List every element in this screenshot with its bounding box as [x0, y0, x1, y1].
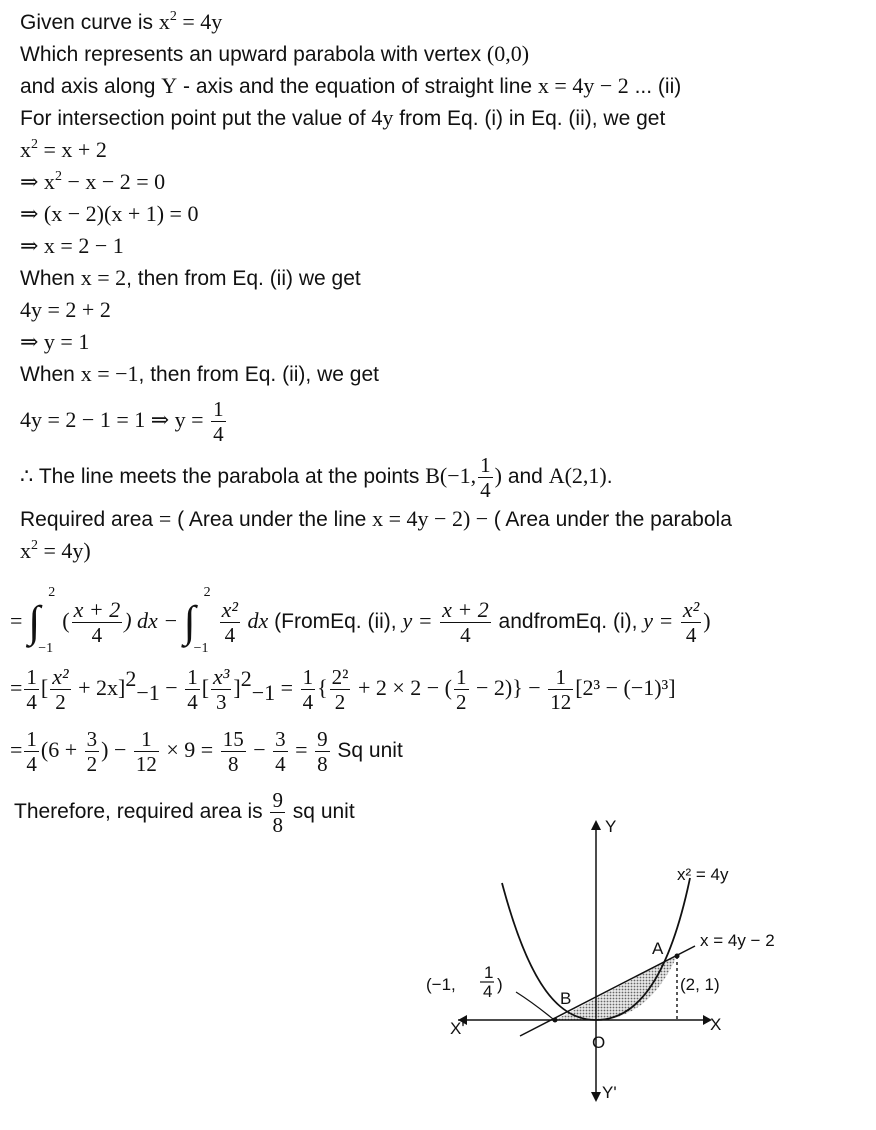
math: ) — [494, 463, 502, 488]
label-b-den: 4 — [483, 982, 493, 1001]
text: When — [20, 267, 81, 290]
math-point-b: B(−1, — [425, 463, 477, 488]
text: sq unit — [286, 800, 355, 823]
point-b-arrow — [516, 992, 553, 1019]
fraction — [220, 598, 240, 647]
math: ⇒ y = 1 — [20, 329, 90, 354]
math: ) dx − — [124, 608, 184, 633]
text: , then from Eq. (ii), we get — [138, 363, 379, 386]
denominator: 4 — [685, 622, 697, 647]
text: Given curve is — [20, 11, 159, 34]
label-b-close: ) — [497, 975, 503, 994]
text: ∴ The line meets the parabola at the points — [20, 465, 426, 488]
text: (FromEq. (ii), — [268, 610, 403, 633]
text: from Eq. (i) in Eq. (ii), we get — [393, 107, 666, 130]
label-b-num: 1 — [484, 963, 494, 982]
numerator: 3 — [86, 726, 98, 751]
line-conclusion — [14, 784, 355, 840]
math-vertex: (0,0) — [486, 41, 530, 66]
math — [20, 137, 107, 162]
text: and axis along — [20, 75, 162, 98]
fraction — [454, 665, 469, 714]
math-point-a: A(2,1) — [548, 463, 607, 488]
math: − 2)} − — [470, 675, 547, 700]
exponent: 2 — [125, 666, 137, 691]
numerator: 1 — [134, 727, 159, 752]
text: ... (ii) — [628, 75, 682, 98]
upper-limit: 2 — [48, 585, 56, 601]
math: x = 2 — [80, 265, 127, 290]
denominator: 8 — [227, 751, 239, 776]
line-eq-x2 — [20, 136, 107, 165]
denominator: 4 — [224, 622, 236, 647]
denominator: 2 — [456, 689, 467, 714]
fraction — [330, 665, 351, 714]
fraction — [211, 665, 231, 714]
math: ⇒ (x − 2)(x + 1) = 0 — [20, 201, 199, 226]
denominator: 4 — [302, 689, 314, 714]
denominator: 4 — [91, 622, 103, 647]
math — [20, 169, 165, 194]
label-y: Y — [605, 817, 617, 836]
numerator: 1 — [480, 452, 491, 477]
math: x = 4y − 2) — [372, 506, 471, 531]
lower-limit: −1 — [38, 641, 54, 657]
line-when-x-neg1 — [20, 360, 379, 389]
math: ] — [233, 675, 241, 700]
line-when-x2 — [20, 264, 361, 293]
fraction — [72, 598, 123, 647]
math: dx — [242, 608, 269, 633]
fraction — [478, 453, 493, 502]
label-x: X — [710, 1015, 722, 1034]
math: y = — [643, 608, 679, 633]
denominator: 2 — [86, 751, 98, 776]
text: , then from Eq. (ii) we get — [126, 267, 361, 290]
denominator: 4 — [480, 477, 491, 502]
math: [ — [40, 675, 49, 700]
denominator: 4 — [460, 622, 471, 647]
fraction — [185, 665, 200, 714]
line-4y-sum — [20, 296, 111, 325]
fraction — [211, 397, 226, 446]
line-roots — [20, 232, 124, 261]
denominator: 8 — [317, 751, 328, 776]
text: When — [20, 363, 81, 386]
fraction — [440, 598, 491, 647]
numerator: 1 — [456, 664, 467, 689]
math: 4y = 2 − 1 = 1 ⇒ y = — [20, 407, 210, 432]
numerator: x² — [682, 596, 700, 622]
math-rhs: = x + 2 — [38, 137, 107, 162]
fraction — [315, 727, 330, 776]
y-axis-arrow-down — [591, 1092, 601, 1102]
math: x = −1 — [80, 361, 139, 386]
exponent: 2 — [169, 9, 177, 24]
exponent: 2 — [54, 169, 62, 184]
label-parabola: x² = 4y — [677, 865, 729, 884]
denominator: 8 — [272, 812, 283, 837]
line-intersection-intro — [20, 104, 665, 133]
point-b-dot — [553, 1018, 558, 1023]
numerator: 1 — [213, 396, 224, 421]
numerator: 15 — [222, 726, 244, 751]
text: and — [501, 465, 549, 488]
text: andfromEq. (i), — [492, 610, 644, 633]
math: − — [470, 506, 494, 531]
denominator: 4 — [26, 751, 37, 776]
math: { — [317, 675, 328, 700]
math: + 2x] — [72, 675, 126, 700]
line-axis-and-line-eq — [20, 72, 681, 101]
numerator: x³ — [213, 663, 230, 689]
math-rhs: = 4y) — [38, 538, 91, 563]
label-origin: O — [592, 1033, 606, 1052]
denominator: 4 — [213, 421, 224, 446]
subscript: −1 — [136, 680, 160, 705]
numerator: 1 — [187, 664, 198, 689]
text: For intersection point put the value of — [20, 107, 372, 130]
line-evaluation — [10, 722, 403, 779]
fraction — [301, 665, 316, 714]
fraction — [134, 727, 159, 776]
math-rhs: = 4y — [176, 9, 223, 34]
numerator: x² — [52, 663, 69, 689]
numerator: 3 — [275, 726, 286, 751]
math: − — [159, 675, 184, 700]
math: 4y — [371, 105, 394, 130]
line-upward-parabola — [20, 40, 529, 69]
numerator: 9 — [272, 787, 283, 812]
line-y-quarter — [20, 392, 228, 449]
shaded-region — [555, 956, 677, 1020]
math: = — [289, 737, 314, 762]
label-line: x = 4y − 2 — [700, 931, 775, 950]
text: Therefore, required area is — [14, 800, 269, 823]
math: 4y = 2 + 2 — [20, 297, 111, 322]
math: [ — [201, 675, 210, 700]
math-axis: Y — [161, 73, 178, 98]
math — [20, 538, 91, 563]
fraction — [24, 727, 39, 776]
text: Which represents an upward parabola with vertex — [20, 43, 487, 66]
line-antiderivatives — [10, 660, 676, 717]
math: ) — [703, 608, 711, 633]
math: = — [158, 506, 172, 531]
math: = — [10, 675, 23, 700]
fraction — [85, 727, 100, 776]
fraction — [273, 727, 288, 776]
math: − — [247, 737, 272, 762]
numerator: x + 2 — [73, 596, 121, 622]
line-given-curve — [20, 8, 222, 37]
subscript: −1 — [251, 680, 276, 705]
math — [159, 9, 222, 34]
numerator: 1 — [548, 665, 573, 690]
text: Sq unit — [331, 739, 403, 762]
label-b-open: (−1, — [426, 975, 456, 994]
text: ( Area under the parabola — [493, 508, 732, 531]
math: + 2 × 2 − ( — [352, 675, 452, 700]
numerator: 2² — [331, 664, 349, 689]
numerator: 1 — [302, 664, 314, 689]
fraction — [681, 598, 701, 647]
math: × 9 = — [160, 737, 219, 762]
integral-sign: ∫ 2 −1 — [28, 585, 56, 657]
line-factored — [20, 200, 198, 229]
line-required-area — [20, 505, 732, 534]
numerator: x + 2 — [442, 596, 489, 622]
fraction — [270, 788, 285, 837]
line-integral-setup — [10, 585, 711, 657]
denominator: 12 — [550, 689, 572, 714]
exponent: 2 — [31, 137, 38, 152]
fraction — [548, 665, 573, 714]
exponent: 2 — [240, 666, 252, 691]
math-line-eq: x = 4y − 2 — [537, 73, 629, 98]
label-a-coord: (2, 1) — [680, 975, 720, 994]
denominator: 2 — [55, 689, 66, 714]
numerator: x² — [221, 596, 239, 622]
integral-sign: ∫ 2 −1 — [183, 585, 211, 657]
area-figure — [420, 808, 830, 1120]
math-x: x — [20, 137, 31, 162]
math: = — [10, 737, 23, 762]
denominator: 4 — [187, 689, 198, 714]
denominator: 2 — [334, 689, 346, 714]
math: (6 + — [40, 737, 83, 762]
text: - axis and the equation of straight line — [177, 75, 538, 98]
label-b: B — [560, 989, 572, 1008]
denominator: 3 — [215, 689, 227, 714]
lower-limit: −1 — [193, 641, 209, 657]
label-x-neg: X' — [450, 1019, 465, 1038]
math: ) − — [101, 737, 132, 762]
numerator: 9 — [317, 726, 328, 751]
math: [2³ − (−1)³] — [575, 675, 676, 700]
line-quadratic — [20, 168, 165, 197]
upper-limit: 2 — [203, 585, 211, 601]
fraction — [221, 727, 246, 776]
label-y-neg: Y' — [602, 1083, 617, 1102]
denominator: 4 — [275, 751, 286, 776]
math: ⇒ x = 2 − 1 — [20, 233, 124, 258]
numerator: 1 — [26, 726, 37, 751]
math-x: ⇒ x — [20, 169, 55, 194]
math: = — [275, 675, 299, 700]
math: = — [10, 608, 23, 633]
point-a-dot — [675, 954, 680, 959]
line-y-equals-1 — [20, 328, 89, 357]
text: . — [606, 465, 613, 488]
exponent: 2 — [31, 538, 38, 553]
y-axis-arrow-up — [591, 820, 601, 830]
math-x: x — [20, 538, 31, 563]
math: ( — [62, 608, 70, 633]
math-x: x — [158, 9, 170, 34]
denominator: 12 — [135, 751, 157, 776]
text: Required area — [20, 508, 159, 531]
denominator: 4 — [26, 689, 37, 714]
math-rhs: − x − 2 = 0 — [61, 169, 166, 194]
line-parabola-close — [20, 537, 91, 566]
math: y = — [402, 608, 439, 633]
label-a: A — [652, 939, 664, 958]
fraction — [24, 665, 39, 714]
numerator: 1 — [26, 664, 37, 689]
line-meeting-points — [20, 448, 613, 505]
fraction — [50, 665, 70, 714]
text: ( Area under the line — [171, 508, 373, 531]
